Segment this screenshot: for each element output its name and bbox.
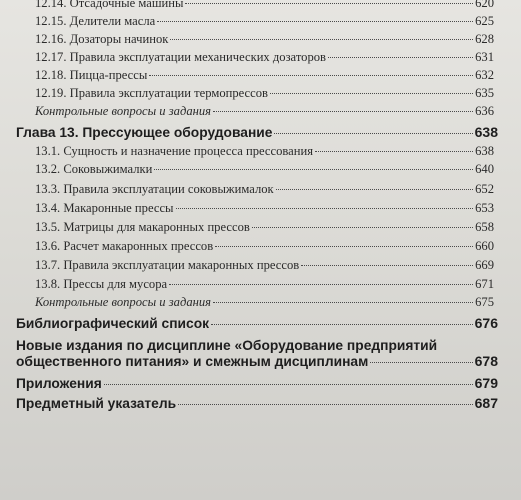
entry-page: 660 (475, 239, 494, 253)
toc-entry-13-3[interactable] (35, 182, 494, 197)
entry-label: 12.16. Дозаторы начинок (35, 32, 169, 46)
entry-page: 625 (475, 14, 494, 28)
leader-dots (185, 3, 473, 4)
leader-dots (154, 169, 473, 170)
leader-dots (149, 75, 473, 76)
toc-entry-12-14[interactable] (35, 0, 494, 11)
leader-dots (169, 284, 473, 285)
entry-page: 669 (475, 258, 494, 272)
entry-label: 13.2. Соковыжималки (35, 162, 153, 176)
chapter-page: 687 (474, 395, 498, 411)
chapter-label: Глава 13. Прессующее оборудование (16, 125, 273, 140)
entry-label: 12.15. Делители масла (35, 14, 156, 28)
leader-dots (370, 362, 472, 363)
leader-dots (270, 93, 473, 94)
toc-entry-12-18[interactable] (35, 68, 494, 83)
chapter-page: 678 (474, 353, 498, 369)
leader-dots (213, 111, 473, 112)
toc-entry-13-7[interactable] (35, 258, 494, 273)
entry-page: 632 (475, 68, 494, 82)
entry-page: 675 (475, 295, 494, 309)
entry-label: 13.4. Макаронные прессы (35, 201, 174, 215)
entry-page: 635 (475, 86, 494, 100)
leader-dots (301, 265, 473, 266)
chapter-label-line2-row (16, 353, 498, 369)
entry-label: 13.1. Сущность и назначение процесса прессования (35, 144, 314, 158)
toc-entry-13-2[interactable] (35, 162, 494, 177)
toc-new-editions[interactable] (16, 338, 498, 369)
toc-appendices[interactable] (16, 375, 498, 391)
entry-page: 653 (475, 201, 494, 215)
entry-label: 13.5. Матрицы для макаронных прессов (35, 220, 250, 234)
leader-dots (211, 324, 473, 325)
entry-page: 628 (475, 32, 494, 46)
entry-page: 620 (475, 0, 494, 10)
entry-label: 13.6. Расчет макаронных прессов (35, 239, 214, 253)
entry-page: 652 (475, 182, 494, 196)
chapter-label-line2: общественного питания» и смежным дисциплинам (16, 354, 369, 369)
toc-entry-12-15[interactable] (35, 14, 494, 29)
entry-label: Контрольные вопросы и задания (35, 295, 212, 309)
toc-chapter-13[interactable] (16, 124, 498, 140)
leader-dots (315, 151, 473, 152)
entry-label: 12.14. Отсадочные машины (35, 0, 184, 10)
toc-entry-13-6[interactable] (35, 239, 494, 254)
chapter-label: Предметный указатель (16, 396, 177, 411)
entry-label: 12.19. Правила эксплуатации термопрессов (35, 86, 268, 100)
leader-dots (274, 133, 472, 134)
chapter-page: 676 (474, 315, 498, 331)
chapter-label-line1: Новые издания по дисциплине «Оборудование предприятий (16, 338, 438, 353)
leader-dots (328, 57, 473, 58)
chapter-label: Библиографический список (16, 316, 210, 331)
toc-bibliography[interactable] (16, 315, 498, 331)
leader-dots (170, 39, 473, 40)
entry-label: 12.18. Пицца-прессы (35, 68, 148, 82)
toc-entry-13-8[interactable] (35, 277, 494, 292)
entry-label: Контрольные вопросы и задания (35, 104, 212, 118)
toc-entry-13-1[interactable] (35, 144, 494, 159)
leader-dots (104, 384, 473, 385)
leader-dots (213, 302, 473, 303)
entry-label: 13.7. Правила эксплуатации макаронных прессов (35, 258, 300, 272)
toc-entry-13-4[interactable] (35, 201, 494, 216)
toc-entry-ch13-questions[interactable] (35, 295, 494, 310)
entry-page: 631 (475, 50, 494, 64)
toc-entry-ch12-questions[interactable] (35, 104, 494, 119)
leader-dots (215, 246, 473, 247)
entry-page: 636 (475, 104, 494, 118)
chapter-page: 679 (474, 375, 498, 391)
leader-dots (178, 404, 473, 405)
entry-label: 13.8. Прессы для мусора (35, 277, 168, 291)
entry-label: 12.17. Правила эксплуатации механических дозаторов (35, 50, 326, 64)
leader-dots (157, 21, 473, 22)
entry-page: 671 (475, 277, 494, 291)
chapter-page: 638 (474, 124, 498, 140)
toc-entry-12-16[interactable] (35, 32, 494, 47)
toc-entry-12-17[interactable] (35, 50, 494, 65)
toc-entry-12-19[interactable] (35, 86, 494, 101)
entry-page: 658 (475, 220, 494, 234)
chapter-label: Приложения (16, 376, 102, 391)
leader-dots (276, 189, 473, 190)
toc-entry-13-5[interactable] (35, 220, 494, 235)
entry-page: 638 (475, 144, 494, 158)
leader-dots (252, 227, 473, 228)
toc-subject-index[interactable] (16, 395, 498, 411)
entry-label: 13.3. Правила эксплуатации соковыжималок (35, 182, 274, 196)
leader-dots (176, 208, 474, 209)
entry-page: 640 (475, 162, 494, 176)
